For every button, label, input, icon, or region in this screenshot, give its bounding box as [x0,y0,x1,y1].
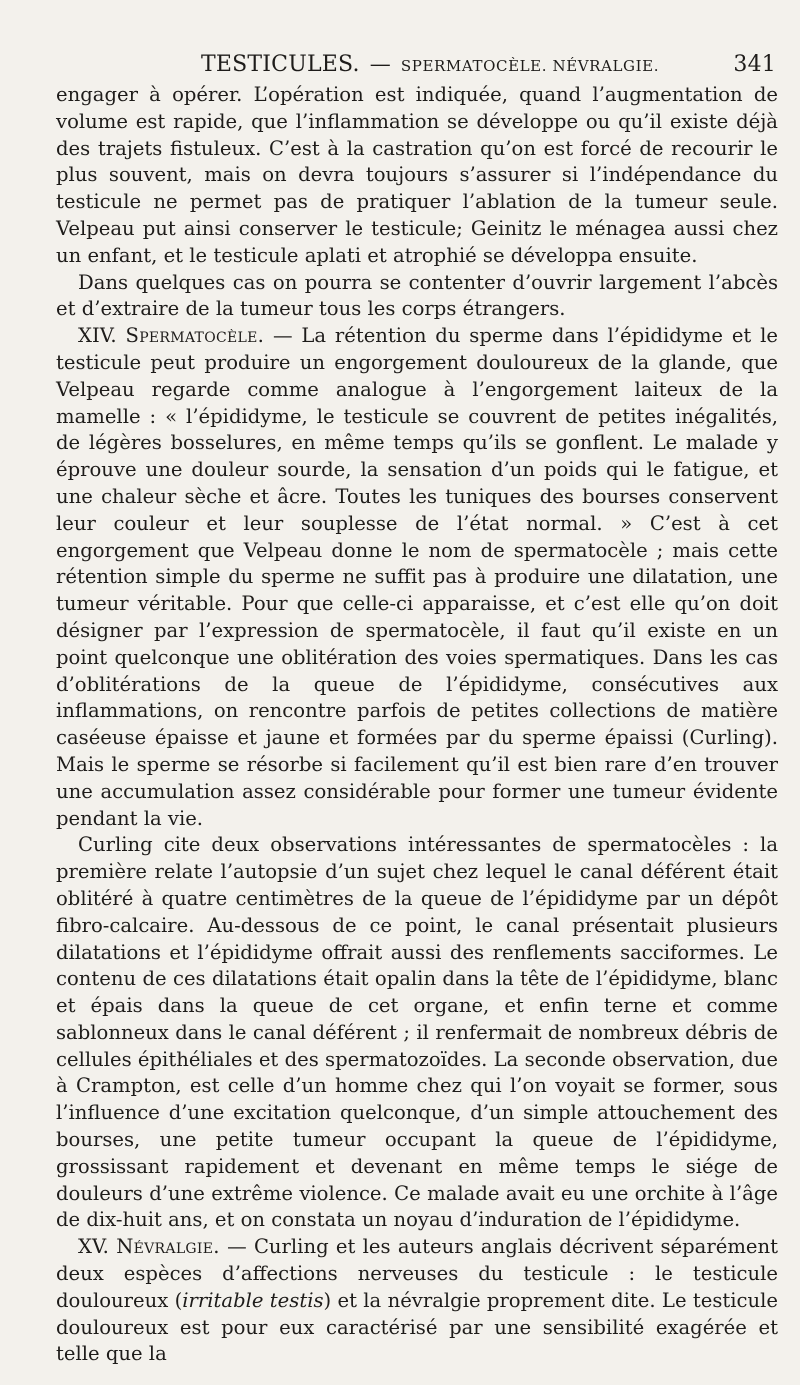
paragraph [56,270,778,324]
running-head-subtitle: SPERMATOCÈLE. NÉVRALGIE. [400,57,660,75]
paragraph [56,832,778,1234]
running-head [56,52,778,82]
page-number: 341 [733,52,776,77]
running-head-title [201,52,659,77]
section-dash: — [272,324,293,348]
paragraph-text: ) et la névralgie proprement dite. Le testicule douloureux est pour eux caractérisé par une sensibilité exagérée et telle que la [56,1288,778,1366]
running-head-separator: — [369,52,391,76]
paragraph-text: engager à opérer. L’opération est indiquée, quand l’augmentation de volume est rapide, que l’inflammation se développe ou qu’il existe déjà des trajets fistuleux. C’est à la castration qu’on est forcé de recourir le plus souvent, mais on devra toujours s’assurer si l’indépendance du testicule ne permet pas de pratiquer l’ablation de la tumeur seule. Velpeau put ainsi conserver le testicule; Geinitz le ménagea aussi chez un enfant, et le testicule aplati et atrophié se développa ensuite. [56,83,778,267]
section-dash: — [227,1235,247,1259]
section-heading: Névralgie. [116,1235,220,1259]
paragraph-text: Curling et les auteurs anglais décrivent séparément deux espèces d’affections nerveuses du testicule : le testicule douloureux ( [56,1235,778,1312]
section-spermatocele [56,323,778,832]
body-text [56,82,778,1368]
section-number: XV. [78,1235,109,1259]
section-heading: Spermatocèle. [125,324,265,348]
section-nevralgie [56,1234,778,1368]
section-number: XIV. [78,324,117,348]
paragraph-text: Dans quelques cas on pourra se contenter d’ouvrir largement l’abcès et d’extraire de la tumeur tous les corps étrangers. [56,270,778,321]
paragraph-text: La rétention du sperme dans l’épididyme et le testicule peut produire un engorgement douloureux de la glande, que Velpeau regarde comme analogue à l’engorgement laiteux de la mamelle : « l’épididyme, le testicule se couvrent de petites inégalités, de légères bosselures, en même temps qu’ils se gonflent. Le malade y éprouve une douleur sourde, la sensation d’un poids qui le fatigue, et une chaleur sèche et âcre. Toutes les tuniques des bourses conservent leur couleur et leur souplesse de l’état normal. » C’est à cet engorgement que Velpeau donne le nom de spermatocèle ; mais cette rétention simple du sperme ne suffit pas à produire une dilatation, une tumeur véritable. Pour que celle-ci apparaisse, et c’est elle qu’on doit désigner par l’expression de spermatocèle, il faut qu’il existe en un point quelconque une oblitération des voies spermatiques. Dans les cas d’oblitérations de la queue de l’épididyme, consécutives aux inflammations, on rencontre parfois de petites collections de matière caséeuse épaisse et jaune et formées par du sperme épaissi (Curling). Mais le sperme se résorbe si facilement qu’il est bien rare d’en trouver une accumulation assez considérable pour former une tumeur évidente pendant la vie. [56,324,778,830]
paragraph-text: Curling cite deux observations intéressantes de spermatocèles : la première relate l’autopsie d’un sujet chez lequel le canal déférent était oblitéré à quatre centimètres de la queue de l’épididyme par un dépôt fibro-calcaire. Au-dessous de ce point, le canal présentait plusieurs dilatations et l’épididyme offrait aussi des renflements sacciformes. Le contenu de ces dilatations était opalin dans la tête de l’épididyme, blanc et épais dans la queue de cet organe, et enfin terne et comme sablonneux dans le canal déférent ; il renfermait de nombreux débris de cellules épithéliales et des spermatozoïdes. La seconde observation, due à Crampton, est celle d’un homme chez qui l’on voyait se former, sous l’influence d’une excitation quelconque, d’un simple attouchement des bourses, une petite tumeur occupant la queue de l’épididyme, grossissant rapidement et devenant en même temps le siége de douleurs d’une extrême violence. Ce malade avait eu une orchite à l’âge de dix-huit ans, et on constata un noyau d’induration de l’épididyme. [56,833,778,1232]
paragraph-continuation [56,82,778,270]
italic-term: irritable testis [182,1288,324,1312]
running-head-main: TESTICULES. [201,52,360,77]
